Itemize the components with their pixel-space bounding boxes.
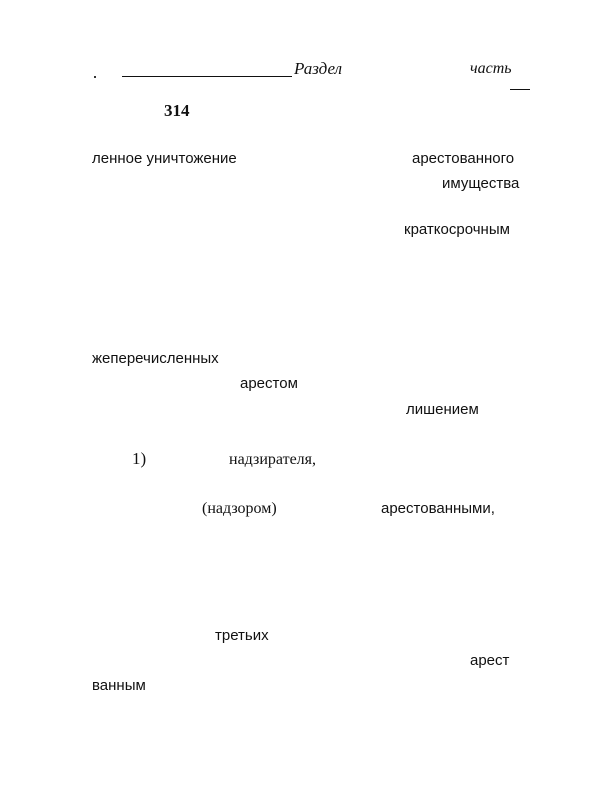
text-fragment: арестованными,	[381, 500, 495, 517]
text-fragment: третьих	[215, 627, 269, 644]
running-header-part: часть	[470, 60, 512, 77]
header-rule-short	[510, 89, 530, 90]
page-number: 314	[164, 101, 190, 120]
text-fragment: надзирателя,	[229, 451, 317, 468]
scan-speck	[94, 76, 96, 78]
text-fragment: арестом	[240, 375, 298, 392]
text-fragment: арест	[470, 652, 510, 669]
running-header-section: Раздел	[294, 59, 342, 78]
text-fragment: арестованного	[412, 150, 515, 167]
text-fragment: ленное уничтожение	[92, 150, 237, 167]
header-rule	[122, 76, 292, 77]
text-fragment: лишением	[406, 401, 479, 418]
text-fragment: (надзором)	[202, 500, 277, 517]
text-fragment: имущества	[442, 175, 520, 192]
text-fragment: краткосрочным	[404, 221, 510, 238]
list-marker: 1)	[132, 449, 147, 468]
text-fragment: ванным	[92, 677, 146, 694]
text-fragment: жеперечисленных	[92, 350, 219, 367]
